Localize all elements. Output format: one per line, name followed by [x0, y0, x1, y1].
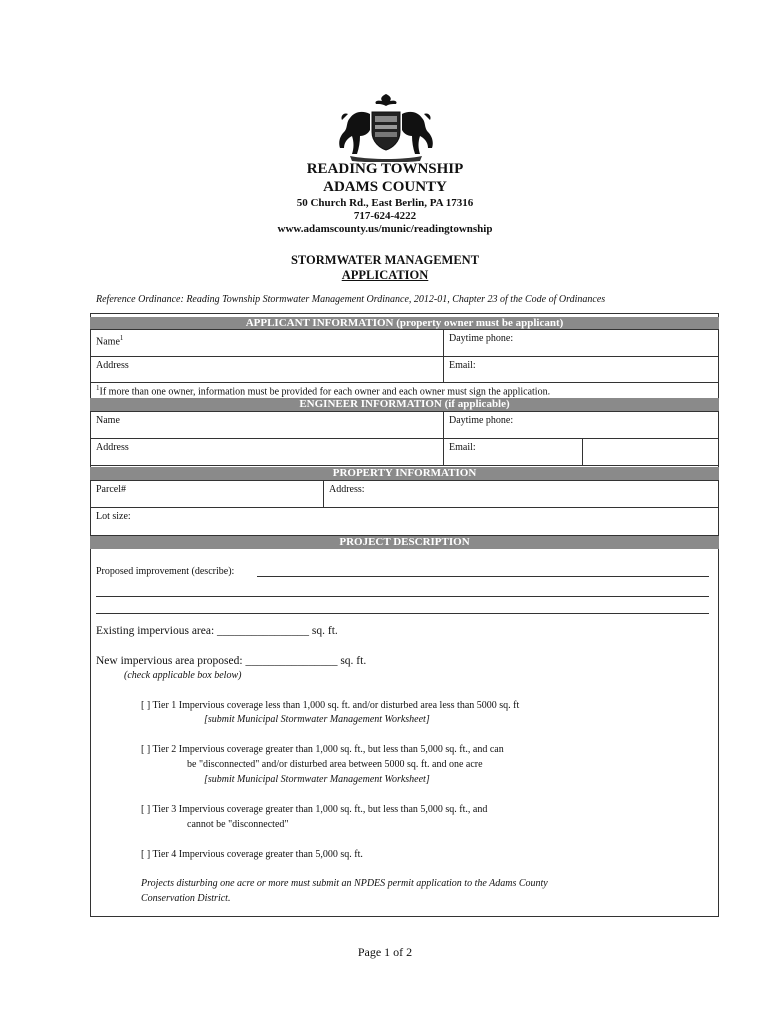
new-impervious-area: New impervious area proposed: ________________ sq. ft.: [96, 655, 367, 667]
lot-size-label: Lot size:: [96, 511, 131, 522]
check-box-instruction: (check applicable box below): [124, 670, 242, 681]
engineer-name-label: Name: [96, 415, 120, 426]
applicant-email-label: Email:: [449, 360, 476, 371]
office-website: www.adamscounty.us/munic/readingtownship: [277, 223, 493, 235]
tier-1-worksheet-note: [submit Municipal Stormwater Management Worksheet]: [204, 714, 430, 725]
reference-ordinance: Reference Ordinance: Reading Township Stormwater Management Ordinance, 2012-01, Chapter 23 of the Code of Ordinances: [96, 294, 606, 305]
footnote-marker: 1: [96, 384, 100, 392]
proposed-improvement-line-2[interactable]: [96, 596, 709, 597]
existing-impervious-area: Existing impervious area: ________________ sq. ft.: [96, 625, 338, 637]
form-subtitle: APPLICATION: [341, 268, 429, 282]
office-address: 50 Church Rd., East Berlin, PA 17316: [296, 197, 474, 209]
npdes-notice-line-1: Projects disturbing one acre or more must submit an NPDES permit application to the Adams County: [141, 878, 548, 889]
parcel-label: Parcel#: [96, 484, 126, 495]
project-section-header: PROJECT DESCRIPTION: [90, 536, 719, 549]
applicant-name-label: Name: [96, 336, 120, 348]
engineer-address-field[interactable]: [90, 438, 444, 466]
tier-1-checkbox[interactable]: [ ] Tier 1 Impervious coverage less than 1,000 sq. ft. and/or disturbed area less than 5000 sq. ft: [141, 700, 520, 711]
applicant-address-field[interactable]: [90, 356, 444, 383]
applicant-name-field[interactable]: [90, 329, 444, 357]
engineer-address-label: Address: [96, 442, 129, 453]
property-address-field[interactable]: [323, 480, 719, 508]
proposed-improvement-line-3[interactable]: [96, 613, 709, 614]
tier-4-checkbox[interactable]: [ ] Tier 4 Impervious coverage greater than 5,000 sq. ft.: [141, 849, 363, 860]
npdes-notice-line-2: Conservation District.: [141, 893, 231, 904]
footnote-marker: 1: [119, 334, 124, 342]
property-address-label: Address:: [329, 484, 365, 495]
county-name: ADAMS COUNTY: [323, 179, 447, 195]
engineer-email-field[interactable]: [443, 438, 583, 466]
lot-size-field[interactable]: [90, 507, 719, 536]
property-section-header: PROPERTY INFORMATION: [90, 467, 719, 480]
owner-footnote-text: If more than one owner, information must be provided for each owner and each owner must sign the application.: [99, 386, 551, 398]
engineer-section-header: ENGINEER INFORMATION (if applicable): [90, 398, 719, 411]
tier-2-description: be "disconnected" and/or disturbed area between 5000 sq. ft. and one acre: [187, 759, 483, 770]
engineer-phone-label: Daytime phone:: [449, 415, 514, 426]
applicant-address-label: Address: [96, 360, 129, 371]
engineer-email-extra-field[interactable]: [582, 438, 719, 466]
tier-3-description: cannot be "disconnected": [187, 819, 289, 830]
parcel-field[interactable]: [90, 480, 324, 508]
coat-of-arms-seal: [330, 92, 442, 162]
township-name: READING TOWNSHIP: [306, 161, 464, 177]
applicant-phone-label: Daytime phone:: [449, 333, 514, 344]
owner-footnote: [96, 384, 550, 397]
office-phone: 717-624-4222: [353, 210, 417, 222]
applicant-phone-field[interactable]: [443, 329, 719, 357]
page-number: Page 1 of 2: [357, 945, 413, 959]
applicant-email-field[interactable]: [443, 356, 719, 383]
engineer-email-label: Email:: [449, 442, 476, 453]
engineer-phone-field[interactable]: [443, 411, 719, 439]
tier-2-worksheet-note: [submit Municipal Stormwater Management Worksheet]: [204, 774, 430, 785]
form-title: STORMWATER MANAGEMENT: [290, 253, 480, 267]
applicant-section-header: APPLICANT INFORMATION (property owner must be applicant): [90, 317, 719, 330]
tier-2-checkbox[interactable]: [ ] Tier 2 Impervious coverage greater than 1,000 sq. ft., but less than 5,000 sq. ft., and can: [141, 744, 504, 755]
proposed-improvement-label: Proposed improvement (describe):: [96, 566, 235, 577]
engineer-name-field[interactable]: [90, 411, 444, 439]
tier-3-checkbox[interactable]: [ ] Tier 3 Impervious coverage greater than 1,000 sq. ft., but less than 5,000 sq. ft., and: [141, 804, 488, 815]
proposed-improvement-line-1[interactable]: [257, 576, 709, 577]
